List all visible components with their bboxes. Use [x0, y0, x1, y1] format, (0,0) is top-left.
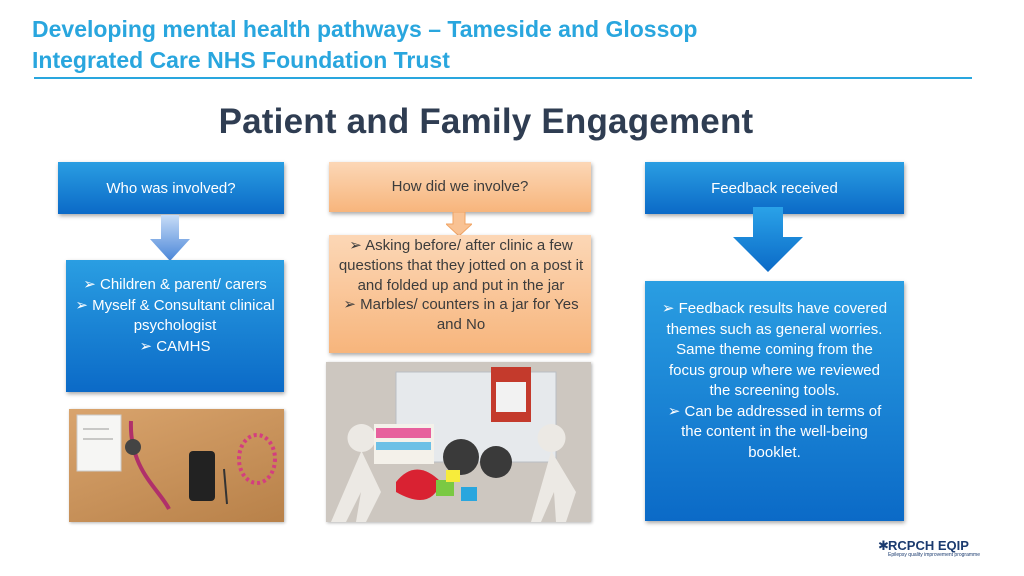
down-arrow-icon: [150, 215, 190, 261]
list-item: ➢ Children & parent/ carers: [83, 276, 267, 293]
feedback-list-box: [645, 281, 904, 521]
list-item: ➢ Marbles/ counters in a jar for Yes and No: [343, 296, 579, 334]
how-list: [335, 236, 587, 335]
feedback-heading: Feedback received: [711, 179, 838, 197]
how-heading-box: [329, 162, 591, 212]
engagement-materials-photo: [326, 362, 591, 522]
title-line-2: Integrated Care NHS Foundation Trust: [32, 47, 450, 73]
who-list: [66, 275, 284, 357]
list-item: ➢ CAMHS: [139, 337, 211, 355]
who-heading: Who was involved?: [106, 179, 236, 197]
how-heading: How did we involve?: [391, 178, 529, 195]
list-item: ➢ Asking before/ after clinic a few questions that they jotted on a post it and folded up and put in the jar: [338, 237, 584, 294]
feedback-list: [645, 299, 904, 463]
slide-subtitle: Patient and Family Engagement: [218, 102, 754, 141]
rcpch-eqip-logo: [878, 538, 978, 560]
logo-text: RCPCH EQIP: [888, 538, 969, 553]
slide-header: [32, 14, 992, 76]
down-arrow-icon: [733, 207, 803, 272]
logo-subtext: Epilepsy quality improvement programme: [888, 552, 980, 558]
list-item: ➢ Feedback results have covered themes such as general worries. Same theme coming from the focus group where we reviewed the screening tools.: [661, 300, 888, 399]
who-heading-box: [58, 162, 284, 214]
who-list-box: [66, 260, 284, 392]
title-line-1: Developing mental health pathways – Tameside and Glossop: [32, 16, 698, 42]
clinic-desk-photo: [69, 409, 284, 522]
list-item: ➢ Can be addressed in terms of the content in the well-being booklet.: [667, 402, 882, 461]
star-icon: ✱: [878, 538, 889, 553]
title-divider: [34, 77, 972, 79]
list-item: ➢ Myself & Consultant clinical psychologist: [75, 296, 275, 334]
down-arrow-icon: [446, 212, 472, 236]
how-list-box: [329, 235, 591, 353]
